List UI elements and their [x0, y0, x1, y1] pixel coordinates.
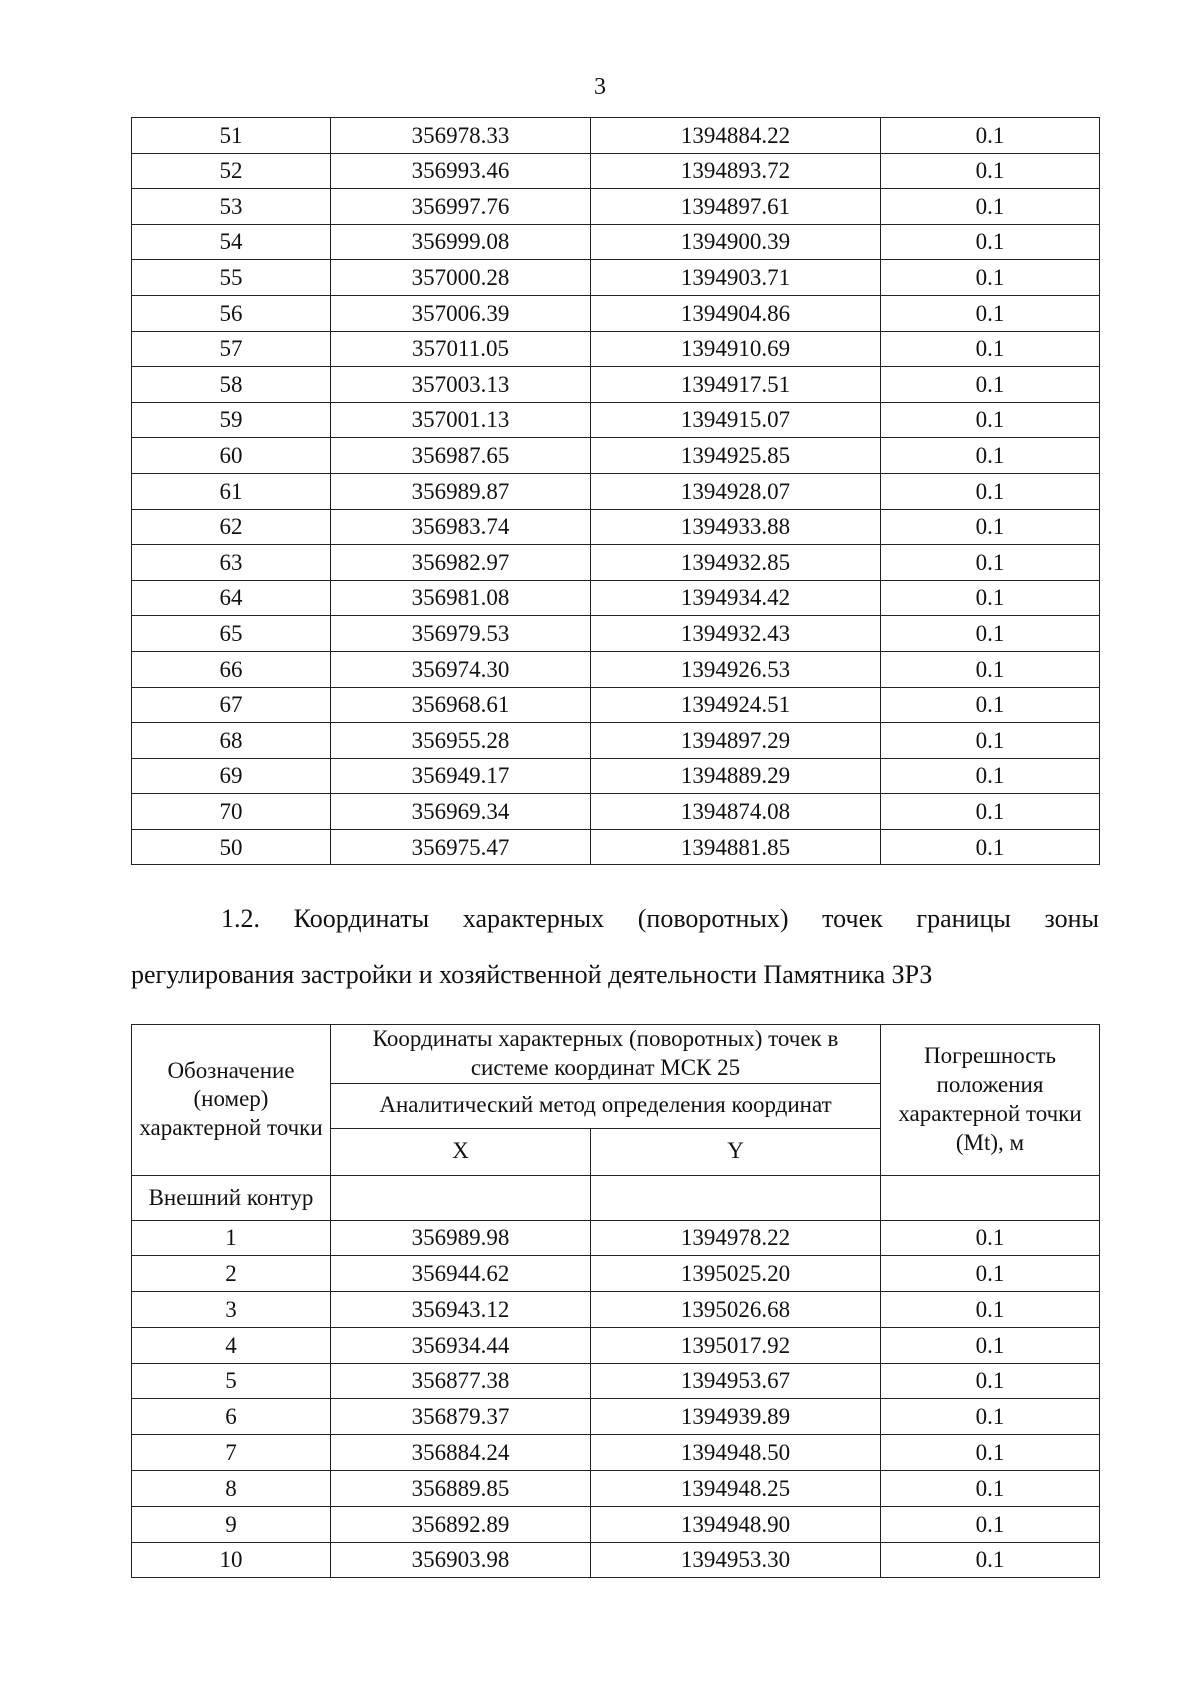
table-row [132, 1220, 1100, 1256]
table-row [132, 616, 1100, 652]
x-coordinate: 356997.76 [331, 189, 591, 225]
header-designation: Обозначение (номер) характерной точки [132, 1025, 331, 1176]
y-coordinate: 1394939.89 [591, 1399, 881, 1435]
accuracy-value: 0.1 [881, 224, 1100, 260]
point-number: 2 [132, 1256, 331, 1292]
header-coordinates: Координаты характерных (поворотных) точек в системе координат МСК 25 [331, 1025, 881, 1084]
accuracy-value: 0.1 [881, 118, 1100, 154]
accuracy-value: 0.1 [881, 367, 1100, 403]
accuracy-value: 0.1 [881, 402, 1100, 438]
accuracy-value: 0.1 [881, 651, 1100, 687]
x-coordinate: 357011.05 [331, 331, 591, 367]
point-number: 6 [132, 1399, 331, 1435]
section-heading [131, 891, 1099, 1003]
table-row [132, 1471, 1100, 1507]
point-number: 50 [132, 829, 331, 865]
x-coordinate: 356993.46 [331, 153, 591, 189]
table-row [132, 224, 1100, 260]
y-coordinate: 1394925.85 [591, 438, 881, 474]
y-coordinate: 1394953.30 [591, 1542, 881, 1578]
page-number: 3 [594, 74, 606, 100]
accuracy-value: 0.1 [881, 189, 1100, 225]
point-number: 3 [132, 1292, 331, 1328]
x-coordinate: 356934.44 [331, 1327, 591, 1363]
section-heading-line-1: 1.2. Координаты характерных (поворотных) точек границы зоны [221, 904, 1099, 933]
x-coordinate: 356892.89 [331, 1506, 591, 1542]
y-coordinate: 1394904.86 [591, 295, 881, 331]
point-number: 60 [132, 438, 331, 474]
zrz-coordinates-table [131, 1024, 1100, 1578]
y-coordinate: 1394917.51 [591, 367, 881, 403]
accuracy-value: 0.1 [881, 1256, 1100, 1292]
y-coordinate: 1394978.22 [591, 1220, 881, 1256]
x-coordinate: 356889.85 [331, 1471, 591, 1507]
y-coordinate: 1394928.07 [591, 473, 881, 509]
table-row [132, 402, 1100, 438]
table-row [132, 723, 1100, 759]
y-coordinate: 1395025.20 [591, 1256, 881, 1292]
table-row [132, 1399, 1100, 1435]
x-coordinate: 356884.24 [331, 1435, 591, 1471]
x-coordinate: 356943.12 [331, 1292, 591, 1328]
table-row [132, 580, 1100, 616]
point-number: 4 [132, 1327, 331, 1363]
y-coordinate: 1394884.22 [591, 118, 881, 154]
header-y: Y [591, 1128, 881, 1175]
accuracy-value: 0.1 [881, 1220, 1100, 1256]
accuracy-value: 0.1 [881, 438, 1100, 474]
point-number: 59 [132, 402, 331, 438]
table-row [132, 829, 1100, 865]
point-number: 51 [132, 118, 331, 154]
table-row [132, 260, 1100, 296]
table-cell [881, 1175, 1100, 1220]
y-coordinate: 1394948.90 [591, 1506, 881, 1542]
table-row [132, 473, 1100, 509]
table-row [132, 367, 1100, 403]
header-accuracy: Погрешность положения характерной точки (Mt), м [881, 1025, 1100, 1176]
table-row [132, 758, 1100, 794]
x-coordinate: 356978.33 [331, 118, 591, 154]
x-coordinate: 357003.13 [331, 367, 591, 403]
accuracy-value: 0.1 [881, 794, 1100, 830]
y-coordinate: 1394953.67 [591, 1363, 881, 1399]
x-coordinate: 356975.47 [331, 829, 591, 865]
x-coordinate: 356974.30 [331, 651, 591, 687]
y-coordinate: 1394903.71 [591, 260, 881, 296]
x-coordinate: 356983.74 [331, 509, 591, 545]
x-coordinate: 357000.28 [331, 260, 591, 296]
y-coordinate: 1394900.39 [591, 224, 881, 260]
y-coordinate: 1395017.92 [591, 1327, 881, 1363]
point-number: 56 [132, 295, 331, 331]
y-coordinate: 1394932.85 [591, 545, 881, 581]
point-number: 5 [132, 1363, 331, 1399]
point-number: 1 [132, 1220, 331, 1256]
accuracy-value: 0.1 [881, 153, 1100, 189]
point-number: 7 [132, 1435, 331, 1471]
table-row [132, 1256, 1100, 1292]
coordinates-table-body [132, 118, 1100, 865]
y-coordinate: 1394948.50 [591, 1435, 881, 1471]
x-coordinate: 356989.98 [331, 1220, 591, 1256]
table-row [132, 295, 1100, 331]
y-coordinate: 1394948.25 [591, 1471, 881, 1507]
table-row-contour [132, 1175, 1100, 1220]
x-coordinate: 356877.38 [331, 1363, 591, 1399]
accuracy-value: 0.1 [881, 473, 1100, 509]
y-coordinate: 1394933.88 [591, 509, 881, 545]
y-coordinate: 1394915.07 [591, 402, 881, 438]
table-row [132, 1542, 1100, 1578]
point-number: 68 [132, 723, 331, 759]
x-coordinate: 356949.17 [331, 758, 591, 794]
x-coordinate: 356879.37 [331, 1399, 591, 1435]
point-number: 10 [132, 1542, 331, 1578]
point-number: 9 [132, 1506, 331, 1542]
point-number: 67 [132, 687, 331, 723]
y-coordinate: 1394897.29 [591, 723, 881, 759]
accuracy-value: 0.1 [881, 545, 1100, 581]
point-number: 70 [132, 794, 331, 830]
point-number: 58 [132, 367, 331, 403]
table-row [132, 1327, 1100, 1363]
x-coordinate: 356903.98 [331, 1542, 591, 1578]
point-number: 8 [132, 1471, 331, 1507]
y-coordinate: 1394910.69 [591, 331, 881, 367]
table-row [132, 438, 1100, 474]
accuracy-value: 0.1 [881, 1471, 1100, 1507]
y-coordinate: 1394932.43 [591, 616, 881, 652]
accuracy-value: 0.1 [881, 1542, 1100, 1578]
y-coordinate: 1394874.08 [591, 794, 881, 830]
x-coordinate: 356968.61 [331, 687, 591, 723]
x-coordinate: 356981.08 [331, 580, 591, 616]
point-number: 66 [132, 651, 331, 687]
table-row [132, 1506, 1100, 1542]
point-number: 61 [132, 473, 331, 509]
accuracy-value: 0.1 [881, 1327, 1100, 1363]
table-row [132, 794, 1100, 830]
point-number: 53 [132, 189, 331, 225]
point-number: 55 [132, 260, 331, 296]
table-row [132, 1363, 1100, 1399]
x-coordinate: 356979.53 [331, 616, 591, 652]
accuracy-value: 0.1 [881, 1506, 1100, 1542]
table-row [132, 153, 1100, 189]
accuracy-value: 0.1 [881, 260, 1100, 296]
point-number: 63 [132, 545, 331, 581]
y-coordinate: 1394893.72 [591, 153, 881, 189]
accuracy-value: 0.1 [881, 616, 1100, 652]
y-coordinate: 1394889.29 [591, 758, 881, 794]
table-row [132, 651, 1100, 687]
header-x: X [331, 1128, 591, 1175]
zrz-coordinates-table-body [132, 1175, 1100, 1578]
table-cell [331, 1175, 591, 1220]
section-heading-line-2: регулирования застройки и хозяйственной деятельности Памятника ЗРЗ [131, 960, 933, 989]
point-number: 54 [132, 224, 331, 260]
point-number: 52 [132, 153, 331, 189]
point-number: 57 [132, 331, 331, 367]
point-number: 62 [132, 509, 331, 545]
table-row [132, 189, 1100, 225]
point-number: 64 [132, 580, 331, 616]
x-coordinate: 357006.39 [331, 295, 591, 331]
y-coordinate: 1394897.61 [591, 189, 881, 225]
accuracy-value: 0.1 [881, 295, 1100, 331]
y-coordinate: 1395026.68 [591, 1292, 881, 1328]
table-row [132, 1435, 1100, 1471]
accuracy-value: 0.1 [881, 580, 1100, 616]
accuracy-value: 0.1 [881, 829, 1100, 865]
table-row [132, 545, 1100, 581]
accuracy-value: 0.1 [881, 1292, 1100, 1328]
accuracy-value: 0.1 [881, 331, 1100, 367]
x-coordinate: 356989.87 [331, 473, 591, 509]
point-number: 69 [132, 758, 331, 794]
table-row [132, 331, 1100, 367]
table-row [132, 687, 1100, 723]
accuracy-value: 0.1 [881, 509, 1100, 545]
x-coordinate: 356944.62 [331, 1256, 591, 1292]
accuracy-value: 0.1 [881, 1363, 1100, 1399]
header-method: Аналитический метод определения координат [331, 1083, 881, 1128]
point-number: 65 [132, 616, 331, 652]
coordinates-table-continued [131, 117, 1100, 865]
table-row [132, 118, 1100, 154]
table-cell [591, 1175, 881, 1220]
accuracy-value: 0.1 [881, 687, 1100, 723]
accuracy-value: 0.1 [881, 758, 1100, 794]
accuracy-value: 0.1 [881, 1435, 1100, 1471]
accuracy-value: 0.1 [881, 723, 1100, 759]
table-row [132, 1292, 1100, 1328]
x-coordinate: 356987.65 [331, 438, 591, 474]
x-coordinate: 356955.28 [331, 723, 591, 759]
x-coordinate: 357001.13 [331, 402, 591, 438]
y-coordinate: 1394934.42 [591, 580, 881, 616]
y-coordinate: 1394881.85 [591, 829, 881, 865]
x-coordinate: 356999.08 [331, 224, 591, 260]
x-coordinate: 356969.34 [331, 794, 591, 830]
y-coordinate: 1394924.51 [591, 687, 881, 723]
accuracy-value: 0.1 [881, 1399, 1100, 1435]
table-row [132, 509, 1100, 545]
contour-label: Внешний контур [132, 1175, 331, 1220]
y-coordinate: 1394926.53 [591, 651, 881, 687]
x-coordinate: 356982.97 [331, 545, 591, 581]
